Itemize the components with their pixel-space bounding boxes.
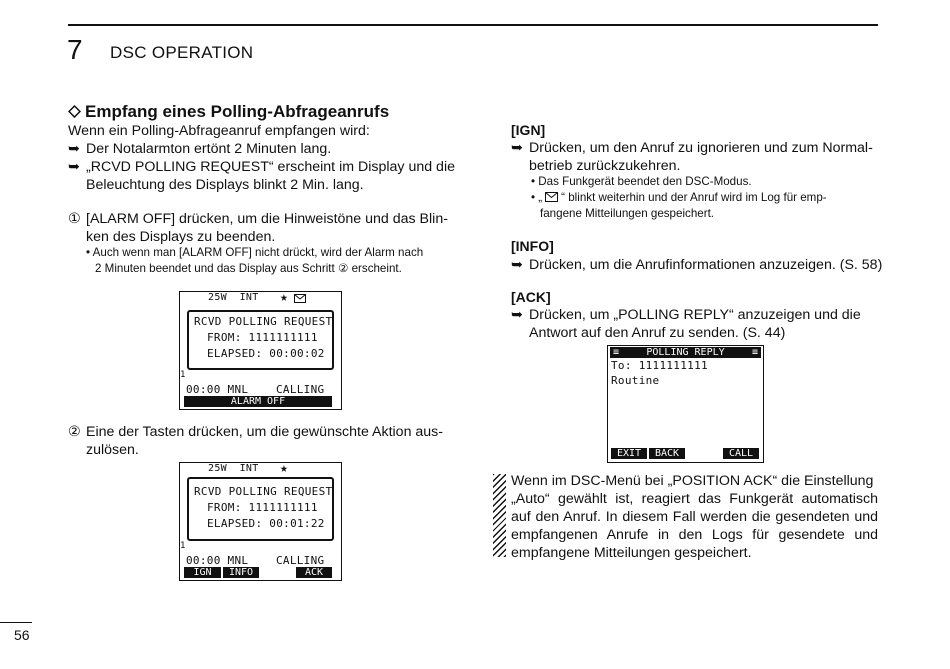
ack-softkey[interactable]: ACK [296,567,332,578]
info-softkey[interactable]: INFO [223,567,259,578]
ack-label: [ACK] [511,289,551,305]
channel-number: 1 [180,541,186,551]
ign-note-1: • Das Funkgerät beendet den DSC-Modus. [531,175,752,188]
ign-note-2 [531,190,827,206]
status-text: 25W INT [208,292,259,303]
menu-icon: ≡ [613,347,620,358]
star-icon: ★ [280,461,289,476]
step-2-number: ② [68,424,81,440]
note-line-3: auf den Anruf. In diesem Fall werden die gesendeten und [511,509,878,525]
info-desc [511,256,882,274]
channel-number: 1 [180,370,186,380]
section-title-text: Empfang eines Polling-Abfrageanrufs [85,102,390,121]
menu-icon: ≡ [751,347,758,358]
chapter-title: DSC OPERATION [110,43,254,62]
step-2 [68,423,443,441]
page-number: 56 [14,627,30,643]
note-block [511,472,878,562]
ign-note-2-pre: • „ [531,191,543,204]
note-line-4: empfangenen Anrufe in den Logs für gesendete und [511,527,878,543]
bottom-status: 00:00 MNL CALLING [186,383,325,396]
bullet-1 [68,140,331,158]
ign-softkey[interactable]: IGN [184,567,221,578]
message-line-2: FROM: 1111111111 [207,501,318,514]
bullet-2-line1: „RCVD POLLING REQUEST“ erscheint im Display und die [86,159,455,175]
message-line-1: RCVD POLLING REQUEST [194,315,333,328]
ign-desc-line2: betrieb zurückzukehren. [529,158,681,174]
info-label: [INFO] [511,238,554,254]
envelope-icon [545,192,558,202]
arrow-right-icon: ➥ [68,141,80,157]
step-2-line2: zulösen. [86,442,139,458]
step-1-note-line2: 2 Minuten beendet und das Display aus Schritt ② erscheint. [95,262,402,275]
step-1 [68,210,448,228]
diamond-outline-icon [68,105,81,118]
lcd-screen-options [179,462,342,581]
bottom-status: 00:00 MNL CALLING [186,554,325,567]
note-line-2: „Auto“ gewählt ist, reagiert das Funkgerät automatisch [511,491,878,507]
star-icon: ★ [280,290,289,305]
message-line-3: ELAPSED: 00:00:02 [207,347,325,360]
note-line-1: Wenn im DSC-Menü bei „POSITION ACK“ die Einstellung [511,473,874,489]
note-line-5: empfangene Mitteilungen gespeichert. [511,545,752,561]
bullet-2-line2: Beleuchtung des Displays blinkt 2 Min. lang. [86,177,364,193]
ign-note-2-line2: fangene Mitteilungen gespeichert. [540,207,715,220]
title-bar [610,347,761,358]
intro-text: Wenn ein Polling-Abfrageanruf empfangen wird: [68,123,370,139]
bullet-2 [68,158,455,176]
bullet-1-text: Der Notalarmton ertönt 2 Minuten lang. [86,141,332,157]
step-1-line1: [ALARM OFF] drücken, um die Hinweistöne und das Blin- [86,211,448,227]
arrow-right-icon: ➥ [68,159,80,175]
step-1-note-line1: • Auch wenn man [ALARM OFF] nicht drückt, wird der Alarm nach [86,246,424,259]
envelope-icon [294,294,306,303]
ack-desc-line2: Antwort auf den Anruf zu senden. (S. 44) [529,325,786,341]
category-field: Routine [611,374,660,387]
section-title [68,102,389,122]
message-line-2: FROM: 1111111111 [207,331,318,344]
back-softkey[interactable]: BACK [649,448,685,459]
header-rule [68,24,878,26]
ign-desc-text: Drücken, um den Anruf zu ignorieren und zum Normal- [529,140,873,156]
status-text: 25W INT [208,463,259,474]
to-field: To: 1111111111 [611,359,708,372]
ign-label: [IGN] [511,122,546,138]
step-2-line1: Eine der Tasten drücken, um die gewünschte Aktion aus- [86,424,443,440]
ign-note-2-post: “ blinkt weiterhin und der Anruf wird im Log für emp- [561,191,827,204]
chapter-number: 7 [67,34,83,65]
arrow-right-icon: ➥ [511,140,523,156]
alarm-off-softkey[interactable]: ALARM OFF [184,396,332,407]
screen-title: POLLING REPLY [646,347,725,358]
step-1-line2: ken des Displays zu beenden. [86,229,276,245]
message-line-1: RCVD POLLING REQUEST [194,485,333,498]
arrow-right-icon: ➥ [511,307,523,323]
exit-softkey[interactable]: EXIT [611,448,647,459]
lcd-screen-alarm [179,291,342,410]
arrow-right-icon: ➥ [511,257,523,273]
ack-desc-line1 [511,306,878,324]
info-desc-text: Drücken, um die Anrufinformationen anzuzeigen. (S. 58) [529,257,883,273]
step-1-number: ① [68,211,81,227]
note-hatch-marker [493,474,506,557]
ack-desc-text: Drücken, um „POLLING REPLY“ anzuzeigen und die [529,307,861,323]
ign-desc-line1 [511,139,873,157]
lcd-screen-polling-reply [607,345,764,463]
page-number-rule [0,622,32,623]
message-line-3: ELAPSED: 00:01:22 [207,517,325,530]
call-softkey[interactable]: CALL [723,448,759,459]
